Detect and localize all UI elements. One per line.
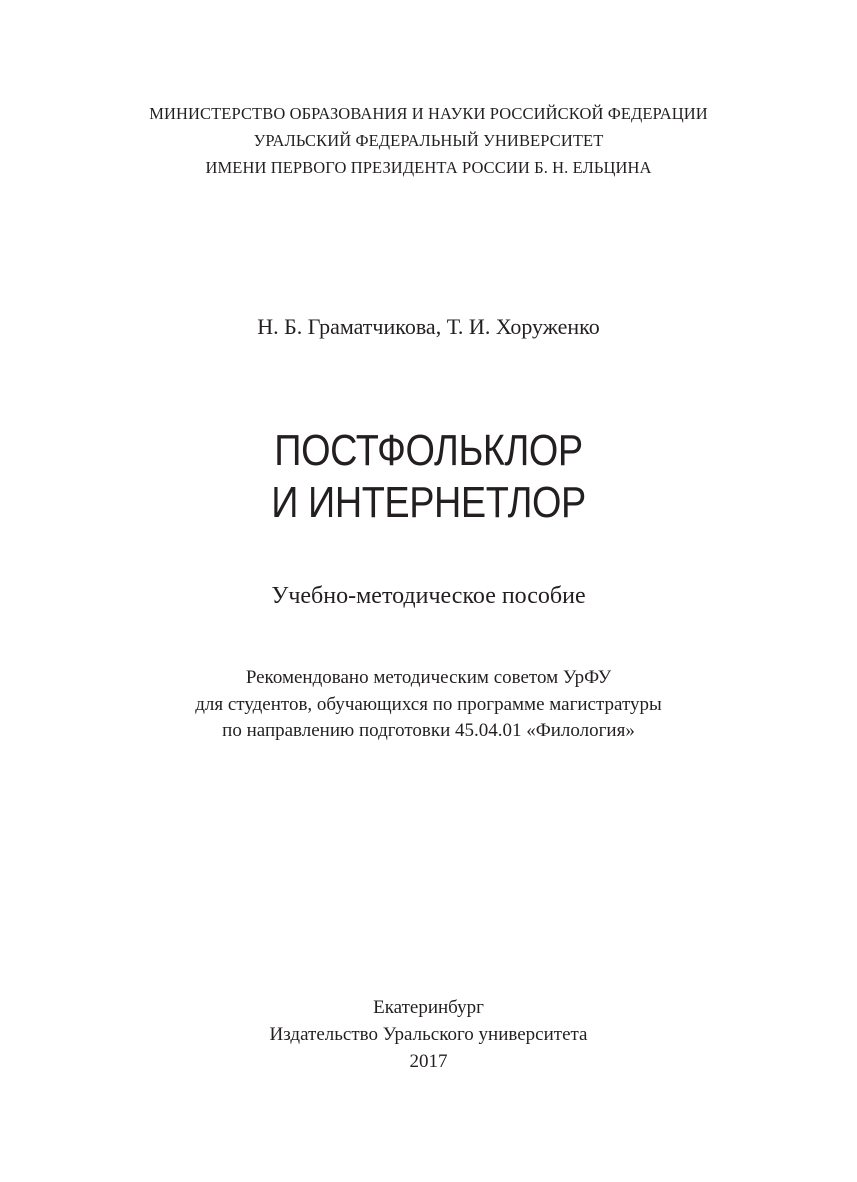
recommendation-line-3: по направлению подготовки 45.04.01 «Филология»	[222, 720, 635, 741]
institution-line-university: УРАЛЬСКИЙ ФЕДЕРАЛЬНЫЙ УНИВЕРСИТЕТ	[253, 131, 604, 150]
imprint-year: 2017	[409, 1051, 448, 1072]
book-title-line-1: ПОСТФОЛЬКЛОР	[274, 426, 583, 475]
book-subtitle: Учебно-методическое пособие	[271, 583, 586, 609]
book-title	[60, 425, 797, 529]
imprint-city: Екатеринбург	[373, 997, 484, 1018]
imprint	[0, 994, 857, 1075]
authors: Н. Б. Граматчикова, Т. И. Хоруженко	[257, 314, 600, 339]
recommendation-line-1: Рекомендовано методическим советом УрФУ	[245, 667, 612, 688]
institution-header	[0, 100, 857, 181]
recommendation-line-2: для студентов, обучающихся по программе магистратуры	[195, 693, 662, 715]
institution-line-named-after: ИМЕНИ ПЕРВОГО ПРЕЗИДЕНТА РОССИИ Б. Н. ЕЛЬЦИНА	[205, 158, 652, 177]
book-title-line-2: И ИНТЕРНЕТЛОР	[271, 478, 586, 527]
recommendation-note	[0, 665, 857, 745]
institution-line-ministry: МИНИСТЕРСТВО ОБРАЗОВАНИЯ И НАУКИ РОССИЙСКОЙ ФЕДЕРАЦИИ	[149, 104, 708, 123]
imprint-publisher: Издательство Уральского университета	[269, 1024, 588, 1045]
